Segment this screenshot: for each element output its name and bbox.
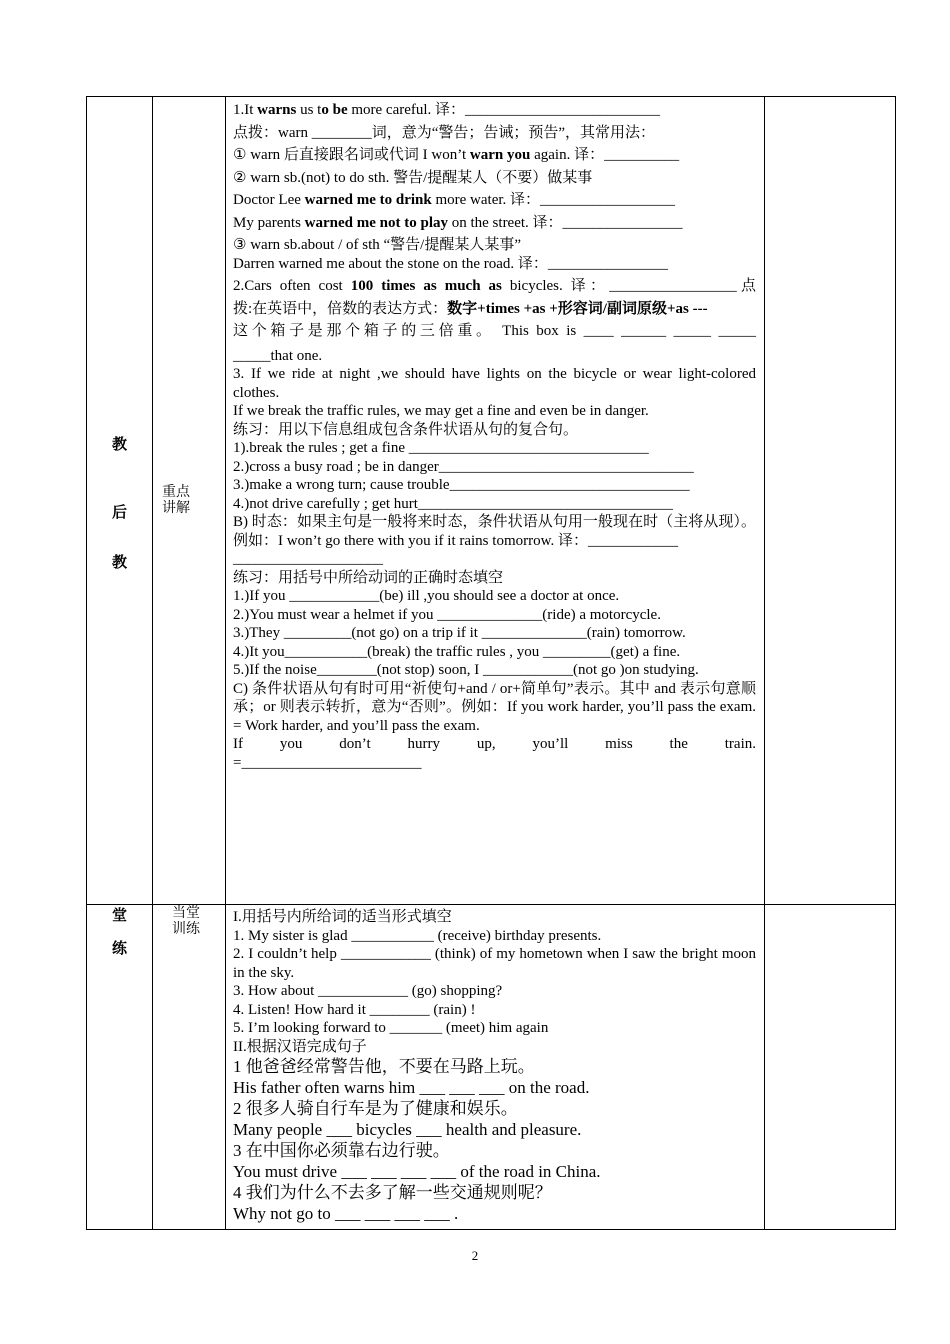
line-11: 这个箱子是那个箱子的三倍重。 This box is ____ ______ _____ _____ <box>233 323 756 339</box>
line-5: Doctor Lee warned me to drink more water. 译：__________________ <box>233 192 676 208</box>
lesson-table <box>86 96 896 1230</box>
section-label-line-1: 重点 <box>162 484 190 500</box>
line-7: ③ warn sb.about / of sth “警告/提醒某人某事” <box>233 237 521 253</box>
line-12: _____that one. <box>233 347 323 364</box>
p-line-8: 1 他爸爸经常警告他，不要在马路上玩。 <box>233 1057 535 1076</box>
line-17: 2.)cross a busy road ; be in danger__________________________________ <box>233 458 694 475</box>
practice-label-line-1: 当堂 <box>172 905 200 921</box>
line-27: 5.)If the noise________(not stop) soon, I ____________(not go )on studying. <box>233 662 699 678</box>
line-15: 练习：用以下信息组成包含条件状语从句的复合句。 <box>233 421 579 438</box>
main-stage-cell <box>87 97 153 905</box>
line-4: ② warn sb.(not) to do sth. 警告/提醒某人（不要）做某事 <box>233 169 593 186</box>
main-content-cell <box>226 97 765 905</box>
line-22: 练习：用括号中所给动词的正确时态填空 <box>233 569 504 586</box>
practice-stage-cell <box>87 905 153 1230</box>
key-points-content <box>226 97 764 772</box>
line-20: B) 时态：如果主句是一般将来时态，条件状语从句用一般现在时（主将从现）。例如：I won’t go there with you if it rains tomorrow. 译：____________ <box>233 514 756 549</box>
line-18: 3.)make a wrong turn; cause trouble________________________________ <box>233 477 690 493</box>
p-line-11: Many people ___ bicycles ___ health and pleasure. <box>233 1120 582 1139</box>
line-25: 3.)They _________(not go) on a trip if it ______________(rain) tomorrow. <box>233 625 686 641</box>
section-label-line-2: 讲解 <box>162 500 190 516</box>
line-24: 2.)You must wear a helmet if you ______________(ride) a motorcycle. <box>233 606 661 623</box>
line-30: =________________________ <box>233 754 422 771</box>
stage-char-3: 教 <box>111 553 127 571</box>
line-19: 4.)not drive carefully ; get hurt__________________________________ <box>233 495 673 512</box>
p-line-7: II.根据汉语完成句子 <box>233 1038 367 1055</box>
line-1: 1.It warns us to be more careful. 译：__________________________ <box>233 102 661 118</box>
line-6: My parents warned me not to play on the street. 译：________________ <box>233 214 683 231</box>
main-section-cell <box>153 97 226 905</box>
p-line-6: 5. I’m looking forward to _______ (meet) him again <box>233 1020 549 1036</box>
line-3: ① warn 后直接跟名词或代词 I won’t warn you again. 译：__________ <box>233 147 680 163</box>
p-line-3: 2. I couldn’t help ____________ (think) of my hometown when I saw the bright moon in the sky. <box>233 946 756 981</box>
line-14: If we break the traffic rules, we may get a fine and even be in danger. <box>233 403 649 419</box>
line-2: 点拨：warn ________词，意为“警告；告诫；预告”，其常用法： <box>233 124 656 141</box>
p-line-9: His father often warns him ___ ___ ___ on the road. <box>233 1078 590 1097</box>
page-number: 2 <box>471 1248 479 1263</box>
line-29: If you don’t hurry up, you’ll miss the train. <box>233 736 756 752</box>
p-line-2: 1. My sister is glad ___________ (receive) birthday presents. <box>233 927 602 944</box>
practice-content <box>226 905 764 1224</box>
stage-char-1: 教 <box>111 435 127 453</box>
line-10: 拨:在英语中，倍数的表达方式：数字+times +as +形容词/副词原级+as --- <box>233 300 708 317</box>
main-row <box>87 97 896 905</box>
practice-label-line-2: 训练 <box>172 921 200 937</box>
line-13: 3. If we ride at night ,we should have lights on the bicycle or wear light-colored clothes. <box>233 366 756 401</box>
line-9: 2.Cars often cost 100 times as much as bicycles. 译：_________________点 <box>233 278 756 294</box>
practice-char-2: 练 <box>111 939 127 957</box>
line-26: 4.)It you___________(break) the traffic rules , you _________(get) a fine. <box>233 643 681 660</box>
p-line-12: 3 在中国你必须靠右边行驶。 <box>233 1141 450 1160</box>
p-line-13: You must drive ___ ___ ___ ___ of the road in China. <box>233 1162 601 1181</box>
practice-notes-cell <box>765 905 896 1230</box>
p-line-5: 4. Listen! How hard it ________ (rain) ! <box>233 1001 476 1018</box>
stage-char-2: 后 <box>111 503 127 521</box>
main-notes-cell <box>765 97 896 905</box>
line-16: 1).break the rules ; get a fine ________________________________ <box>233 440 649 456</box>
practice-section-cell <box>153 905 226 1230</box>
practice-row <box>87 905 896 1230</box>
line-23: 1.)If you ____________(be) ill ,you should see a doctor at once. <box>233 588 620 604</box>
line-8: Darren warned me about the stone on the road. 译：________________ <box>233 255 668 272</box>
line-21: ____________________ <box>233 551 383 567</box>
p-line-14: 4 我们为什么不去多了解一些交通规则呢？ <box>233 1183 552 1202</box>
p-line-1: I.用括号内所给词的适当形式填空 <box>233 909 452 925</box>
line-28: C) 条件状语从句有时可用“祈使句+and / or+简单句”表示。其中 and 表示句意顺承；or 则表示转折，意为“否则”。例如：If you work harder, you’ll pass the exam. = Work harder, and you’ll pass the exam. <box>233 680 756 734</box>
practice-content-cell <box>226 905 765 1230</box>
p-line-4: 3. How about ____________ (go) shopping? <box>233 983 503 999</box>
practice-char-1: 堂 <box>111 906 127 924</box>
p-line-15: Why not go to ___ ___ ___ ___ . <box>233 1204 459 1223</box>
p-line-10: 2 很多人骑自行车是为了健康和娱乐。 <box>233 1099 518 1118</box>
